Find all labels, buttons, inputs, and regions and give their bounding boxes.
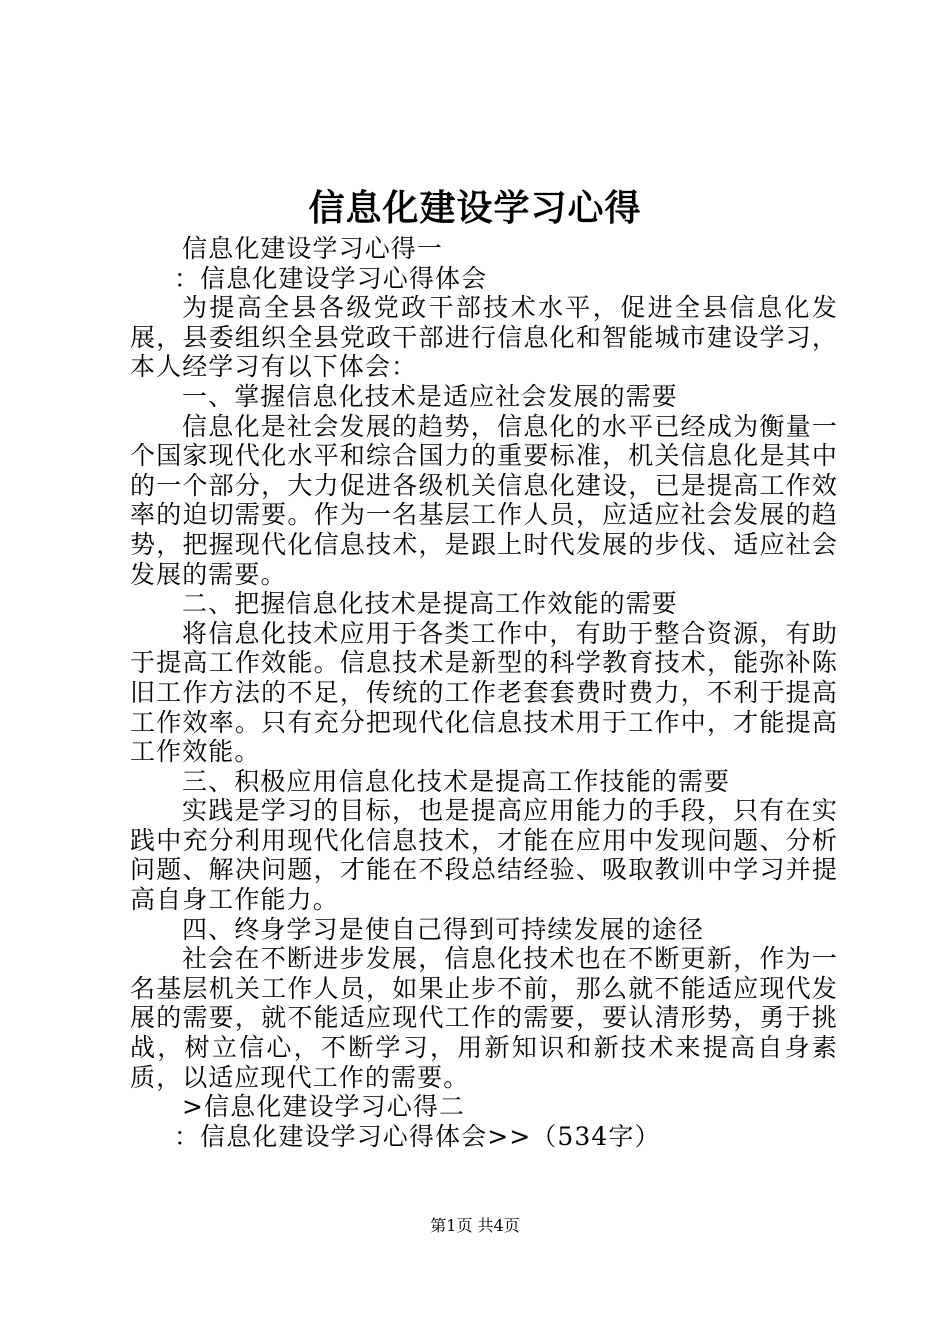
point-paragraph-3: 实践是学习的目标，也是提高应用能力的手段，只有在实践中充分利用现代化信息技术，才能在应用中发现问题、分析问题、解决问题，才能在不段总结经验、吸取教训中学习并提高自身工作能力。 bbox=[130, 796, 838, 915]
point-paragraph-2: 将信息化技术应用于各类工作中，有助于整合资源，有助于提高工作效能。信息技术是新型的科学教育技术，能弥补陈旧工作方法的不足，传统的工作老套套费时费力，不利于提高工作效率。只有充分把现代化信息技术用于工作中，才能提高工作效能。 bbox=[130, 618, 838, 767]
subtitle-line-1: ：信息化建设学习心得体会 bbox=[174, 263, 488, 293]
section-heading-1: 信息化建设学习心得一 bbox=[182, 234, 444, 263]
section-heading-2: >信息化建设学习心得二 bbox=[182, 1092, 466, 1122]
point-heading-1: 一、掌握信息化技术是适应社会发展的需要 bbox=[182, 381, 678, 411]
point-paragraph-4: 社会在不断进步发展，信息化技术也在不断更新，作为一名基层机关工作人员，如果止步不前，那么就不能适应现代发展的需要，就不能适应现代工作的需要，要认清形势，勇于挑战，树立信心，不断学习，用新知识和新技术来提高自身素质，以适应现代工作的需要。 bbox=[130, 944, 838, 1092]
point-heading-2: 二、把握信息化技术是提高工作效能的需要 bbox=[182, 589, 678, 619]
point-paragraph-1: 信息化是社会发展的趋势，信息化的水平已经成为衡量一个国家现代化水平和综合国力的重要标准，机关信息化是其中的一个部分，大力促进各级机关信息化建设，已是提高工作效率的迫切需要。作为一名基层工作人员，应适应社会发展的趋势，把握现代化信息技术，是跟上时代发展的步伐、适应社会发展的需要。 bbox=[130, 411, 838, 589]
intro-paragraph: 为提高全县各级党政干部技术水平，促进全县信息化发展，县委组织全县党政干部进行信息化和智能城市建设学习，本人经学习有以下体会： bbox=[130, 293, 838, 382]
page-footer: 第1页 共4页 bbox=[430, 1216, 520, 1235]
document-title: 信息化建设学习心得 bbox=[308, 187, 642, 229]
document-body bbox=[130, 234, 838, 1151]
point-heading-4: 四、终身学习是使自己得到可持续发展的途径 bbox=[182, 914, 705, 944]
point-heading-3: 三、积极应用信息化技术是提高工作技能的需要 bbox=[182, 766, 731, 796]
subtitle-line-2: ：信息化建设学习心得体会>>（534字） bbox=[174, 1121, 661, 1151]
